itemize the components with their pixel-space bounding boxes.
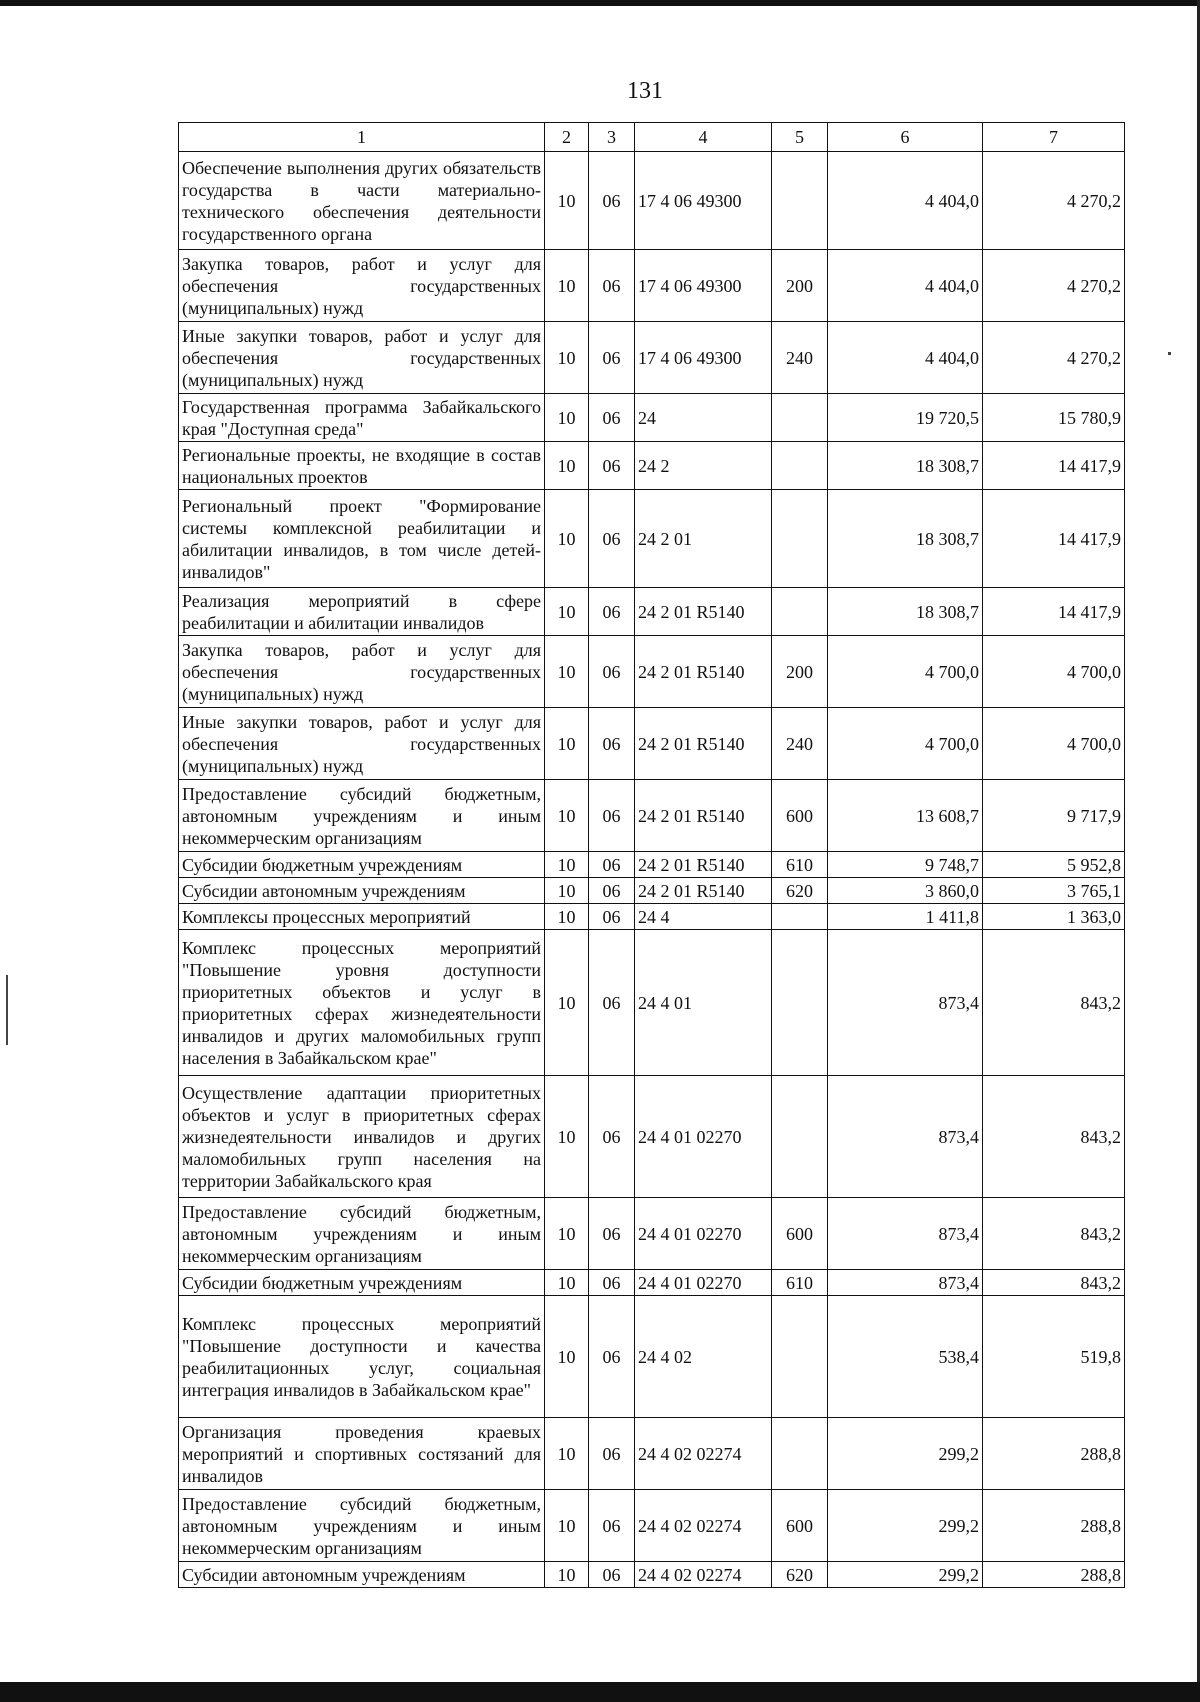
row-section: 10 (545, 1562, 589, 1588)
row-name: Обеспечение выполнения других обязательств государства в части материально-технического обеспечения деятельности государственного органа (179, 152, 545, 250)
row-amount-1: 873,4 (828, 930, 983, 1076)
row-name: Осуществление адаптации приоритетных объектов и услуг в приоритетных сферах жизнедеятельности инвалидов и других маломобильных групп населения на территории Забайкальского края (179, 1076, 545, 1198)
row-target-article: 24 4 (635, 904, 772, 930)
row-name: Государственная программа Забайкальского края "Доступная среда" (179, 394, 545, 442)
table-row (179, 1562, 1125, 1588)
table-row (179, 442, 1125, 490)
row-subsection: 06 (589, 1198, 635, 1270)
row-expense-type: 240 (772, 708, 828, 780)
row-target-article: 24 (635, 394, 772, 442)
row-target-article: 24 4 02 02274 (635, 1562, 772, 1588)
row-amount-1: 873,4 (828, 1076, 983, 1198)
row-target-article: 24 4 01 02270 (635, 1076, 772, 1198)
row-section: 10 (545, 1418, 589, 1490)
row-amount-2: 9 717,9 (983, 780, 1125, 852)
row-amount-2: 843,2 (983, 1270, 1125, 1296)
table-row (179, 1198, 1125, 1270)
row-target-article: 24 4 02 02274 (635, 1490, 772, 1562)
row-subsection: 06 (589, 780, 635, 852)
row-expense-type (772, 904, 828, 930)
row-expense-type (772, 1418, 828, 1490)
row-section: 10 (545, 250, 589, 322)
row-amount-1: 4 404,0 (828, 322, 983, 394)
row-expense-type: 200 (772, 250, 828, 322)
row-subsection: 06 (589, 636, 635, 708)
row-amount-2: 15 780,9 (983, 394, 1125, 442)
row-name: Региональные проекты, не входящие в состав национальных проектов (179, 442, 545, 490)
table-row (179, 322, 1125, 394)
row-section: 10 (545, 322, 589, 394)
row-amount-1: 299,2 (828, 1490, 983, 1562)
row-name: Субсидии бюджетным учреждениям (179, 1270, 545, 1296)
row-amount-2: 14 417,9 (983, 442, 1125, 490)
row-subsection: 06 (589, 1076, 635, 1198)
table-row (179, 1076, 1125, 1198)
row-target-article: 17 4 06 49300 (635, 322, 772, 394)
column-header: 5 (772, 123, 828, 152)
row-subsection: 06 (589, 852, 635, 878)
row-name: Субсидии автономным учреждениям (179, 878, 545, 904)
row-name: Закупка товаров, работ и услуг для обеспечения государственных (муниципальных) нужд (179, 250, 545, 322)
row-amount-1: 299,2 (828, 1418, 983, 1490)
row-target-article: 24 4 01 02270 (635, 1270, 772, 1296)
table-row (179, 708, 1125, 780)
row-target-article: 24 2 01 R5140 (635, 636, 772, 708)
row-target-article: 24 4 02 02274 (635, 1418, 772, 1490)
row-expense-type (772, 588, 828, 636)
row-expense-type (772, 930, 828, 1076)
row-subsection: 06 (589, 1270, 635, 1296)
row-target-article: 17 4 06 49300 (635, 250, 772, 322)
scan-edge-bottom (0, 1682, 1200, 1702)
row-subsection: 06 (589, 322, 635, 394)
scan-edge-top (0, 0, 1200, 6)
row-target-article: 24 4 01 (635, 930, 772, 1076)
row-target-article: 24 2 01 R5140 (635, 708, 772, 780)
row-subsection: 06 (589, 588, 635, 636)
row-amount-2: 4 270,2 (983, 152, 1125, 250)
row-subsection: 06 (589, 930, 635, 1076)
row-subsection: 06 (589, 250, 635, 322)
row-expense-type: 600 (772, 1198, 828, 1270)
row-section: 10 (545, 852, 589, 878)
row-amount-1: 3 860,0 (828, 878, 983, 904)
column-header: 3 (589, 123, 635, 152)
row-expense-type: 600 (772, 780, 828, 852)
row-amount-1: 18 308,7 (828, 442, 983, 490)
row-name: Субсидии бюджетным учреждениям (179, 852, 545, 878)
row-name: Региональный проект "Формирование системы комплексной реабилитации и абилитации инвалидов, в том числе детей-инвалидов" (179, 490, 545, 588)
row-amount-2: 14 417,9 (983, 490, 1125, 588)
row-name: Субсидии автономным учреждениям (179, 1562, 545, 1588)
row-expense-type (772, 394, 828, 442)
row-target-article: 24 2 01 R5140 (635, 588, 772, 636)
row-expense-type: 600 (772, 1490, 828, 1562)
row-name: Комплекс процессных мероприятий "Повышение доступности и качества реабилитационных услуг, социальная интеграция инвалидов в Забайкальском крае" (179, 1296, 545, 1418)
row-amount-1: 18 308,7 (828, 588, 983, 636)
row-section: 10 (545, 1076, 589, 1198)
row-amount-1: 13 608,7 (828, 780, 983, 852)
row-expense-type (772, 442, 828, 490)
row-amount-1: 4 404,0 (828, 152, 983, 250)
row-amount-2: 14 417,9 (983, 588, 1125, 636)
table-row (179, 878, 1125, 904)
row-subsection: 06 (589, 1490, 635, 1562)
table-row (179, 780, 1125, 852)
row-target-article: 24 2 01 R5140 (635, 878, 772, 904)
row-subsection: 06 (589, 394, 635, 442)
row-amount-2: 4 270,2 (983, 322, 1125, 394)
row-amount-2: 1 363,0 (983, 904, 1125, 930)
table-row (179, 1418, 1125, 1490)
row-expense-type (772, 1296, 828, 1418)
column-header: 6 (828, 123, 983, 152)
table-row (179, 1490, 1125, 1562)
row-target-article: 24 2 01 R5140 (635, 780, 772, 852)
row-section: 10 (545, 442, 589, 490)
table-row (179, 852, 1125, 878)
table-row (179, 152, 1125, 250)
row-target-article: 24 4 01 02270 (635, 1198, 772, 1270)
column-number-header-row (179, 123, 1125, 152)
table-row (179, 394, 1125, 442)
row-amount-1: 4 700,0 (828, 636, 983, 708)
row-amount-2: 4 270,2 (983, 250, 1125, 322)
row-section: 10 (545, 904, 589, 930)
row-amount-2: 5 952,8 (983, 852, 1125, 878)
row-subsection: 06 (589, 442, 635, 490)
table-row (179, 490, 1125, 588)
column-header: 4 (635, 123, 772, 152)
row-amount-2: 4 700,0 (983, 708, 1125, 780)
row-expense-type (772, 152, 828, 250)
column-header: 2 (545, 123, 589, 152)
row-amount-1: 1 411,8 (828, 904, 983, 930)
row-amount-1: 873,4 (828, 1198, 983, 1270)
row-amount-1: 299,2 (828, 1562, 983, 1588)
row-target-article: 24 2 01 (635, 490, 772, 588)
row-subsection: 06 (589, 490, 635, 588)
row-section: 10 (545, 152, 589, 250)
row-amount-2: 288,8 (983, 1562, 1125, 1588)
row-expense-type (772, 1076, 828, 1198)
row-target-article: 24 2 (635, 442, 772, 490)
row-name: Предоставление субсидий бюджетным, автономным учреждениям и иным некоммерческим организациям (179, 780, 545, 852)
row-name: Предоставление субсидий бюджетным, автономным учреждениям и иным некоммерческим организациям (179, 1198, 545, 1270)
budget-table (178, 122, 1125, 1588)
row-subsection: 06 (589, 904, 635, 930)
row-target-article: 17 4 06 49300 (635, 152, 772, 250)
row-name: Организация проведения краевых мероприятий и спортивных состязаний для инвалидов (179, 1418, 545, 1490)
row-amount-1: 873,4 (828, 1270, 983, 1296)
row-amount-2: 843,2 (983, 930, 1125, 1076)
row-amount-1: 9 748,7 (828, 852, 983, 878)
row-section: 10 (545, 878, 589, 904)
row-amount-2: 4 700,0 (983, 636, 1125, 708)
row-name: Комплекс процессных мероприятий "Повышение уровня доступности приоритетных объектов и услуг в приоритетных сферах жизнедеятельности инвалидов и других маломобильных групп населения в Забайкальском крае" (179, 930, 545, 1076)
table-row (179, 250, 1125, 322)
table-row (179, 588, 1125, 636)
row-amount-1: 18 308,7 (828, 490, 983, 588)
row-name: Комплексы процессных мероприятий (179, 904, 545, 930)
row-amount-2: 288,8 (983, 1490, 1125, 1562)
page-number: 131 (627, 78, 663, 104)
row-expense-type: 620 (772, 1562, 828, 1588)
row-subsection: 06 (589, 152, 635, 250)
row-expense-type: 200 (772, 636, 828, 708)
row-amount-2: 843,2 (983, 1076, 1125, 1198)
row-expense-type: 610 (772, 1270, 828, 1296)
row-name: Иные закупки товаров, работ и услуг для обеспечения государственных (муниципальных) нужд (179, 708, 545, 780)
row-subsection: 06 (589, 1418, 635, 1490)
row-amount-1: 4 700,0 (828, 708, 983, 780)
table-row (179, 904, 1125, 930)
scan-mark-left (6, 975, 8, 1045)
column-header: 1 (179, 123, 545, 152)
row-section: 10 (545, 1270, 589, 1296)
row-section: 10 (545, 588, 589, 636)
row-section: 10 (545, 1296, 589, 1418)
scan-dot (1168, 352, 1171, 355)
row-target-article: 24 2 01 R5140 (635, 852, 772, 878)
row-section: 10 (545, 490, 589, 588)
row-section: 10 (545, 1490, 589, 1562)
row-section: 10 (545, 930, 589, 1076)
row-subsection: 06 (589, 708, 635, 780)
row-name: Закупка товаров, работ и услуг для обеспечения государственных (муниципальных) нужд (179, 636, 545, 708)
row-expense-type (772, 490, 828, 588)
table-row (179, 930, 1125, 1076)
row-subsection: 06 (589, 878, 635, 904)
row-section: 10 (545, 780, 589, 852)
budget-table-body (179, 123, 1125, 1588)
row-amount-2: 519,8 (983, 1296, 1125, 1418)
row-amount-2: 3 765,1 (983, 878, 1125, 904)
row-section: 10 (545, 1198, 589, 1270)
row-name: Иные закупки товаров, работ и услуг для обеспечения государственных (муниципальных) нужд (179, 322, 545, 394)
row-section: 10 (545, 394, 589, 442)
row-expense-type: 610 (772, 852, 828, 878)
row-amount-1: 19 720,5 (828, 394, 983, 442)
row-name: Реализация мероприятий в сфере реабилитации и абилитации инвалидов (179, 588, 545, 636)
row-amount-1: 538,4 (828, 1296, 983, 1418)
row-subsection: 06 (589, 1562, 635, 1588)
row-expense-type: 620 (772, 878, 828, 904)
row-section: 10 (545, 636, 589, 708)
row-subsection: 06 (589, 1296, 635, 1418)
table-row (179, 636, 1125, 708)
row-target-article: 24 4 02 (635, 1296, 772, 1418)
column-header: 7 (983, 123, 1125, 152)
row-amount-2: 843,2 (983, 1198, 1125, 1270)
table-row (179, 1270, 1125, 1296)
row-amount-2: 288,8 (983, 1418, 1125, 1490)
row-section: 10 (545, 708, 589, 780)
row-expense-type: 240 (772, 322, 828, 394)
row-amount-1: 4 404,0 (828, 250, 983, 322)
row-name: Предоставление субсидий бюджетным, автономным учреждениям и иным некоммерческим организациям (179, 1490, 545, 1562)
table-row (179, 1296, 1125, 1418)
